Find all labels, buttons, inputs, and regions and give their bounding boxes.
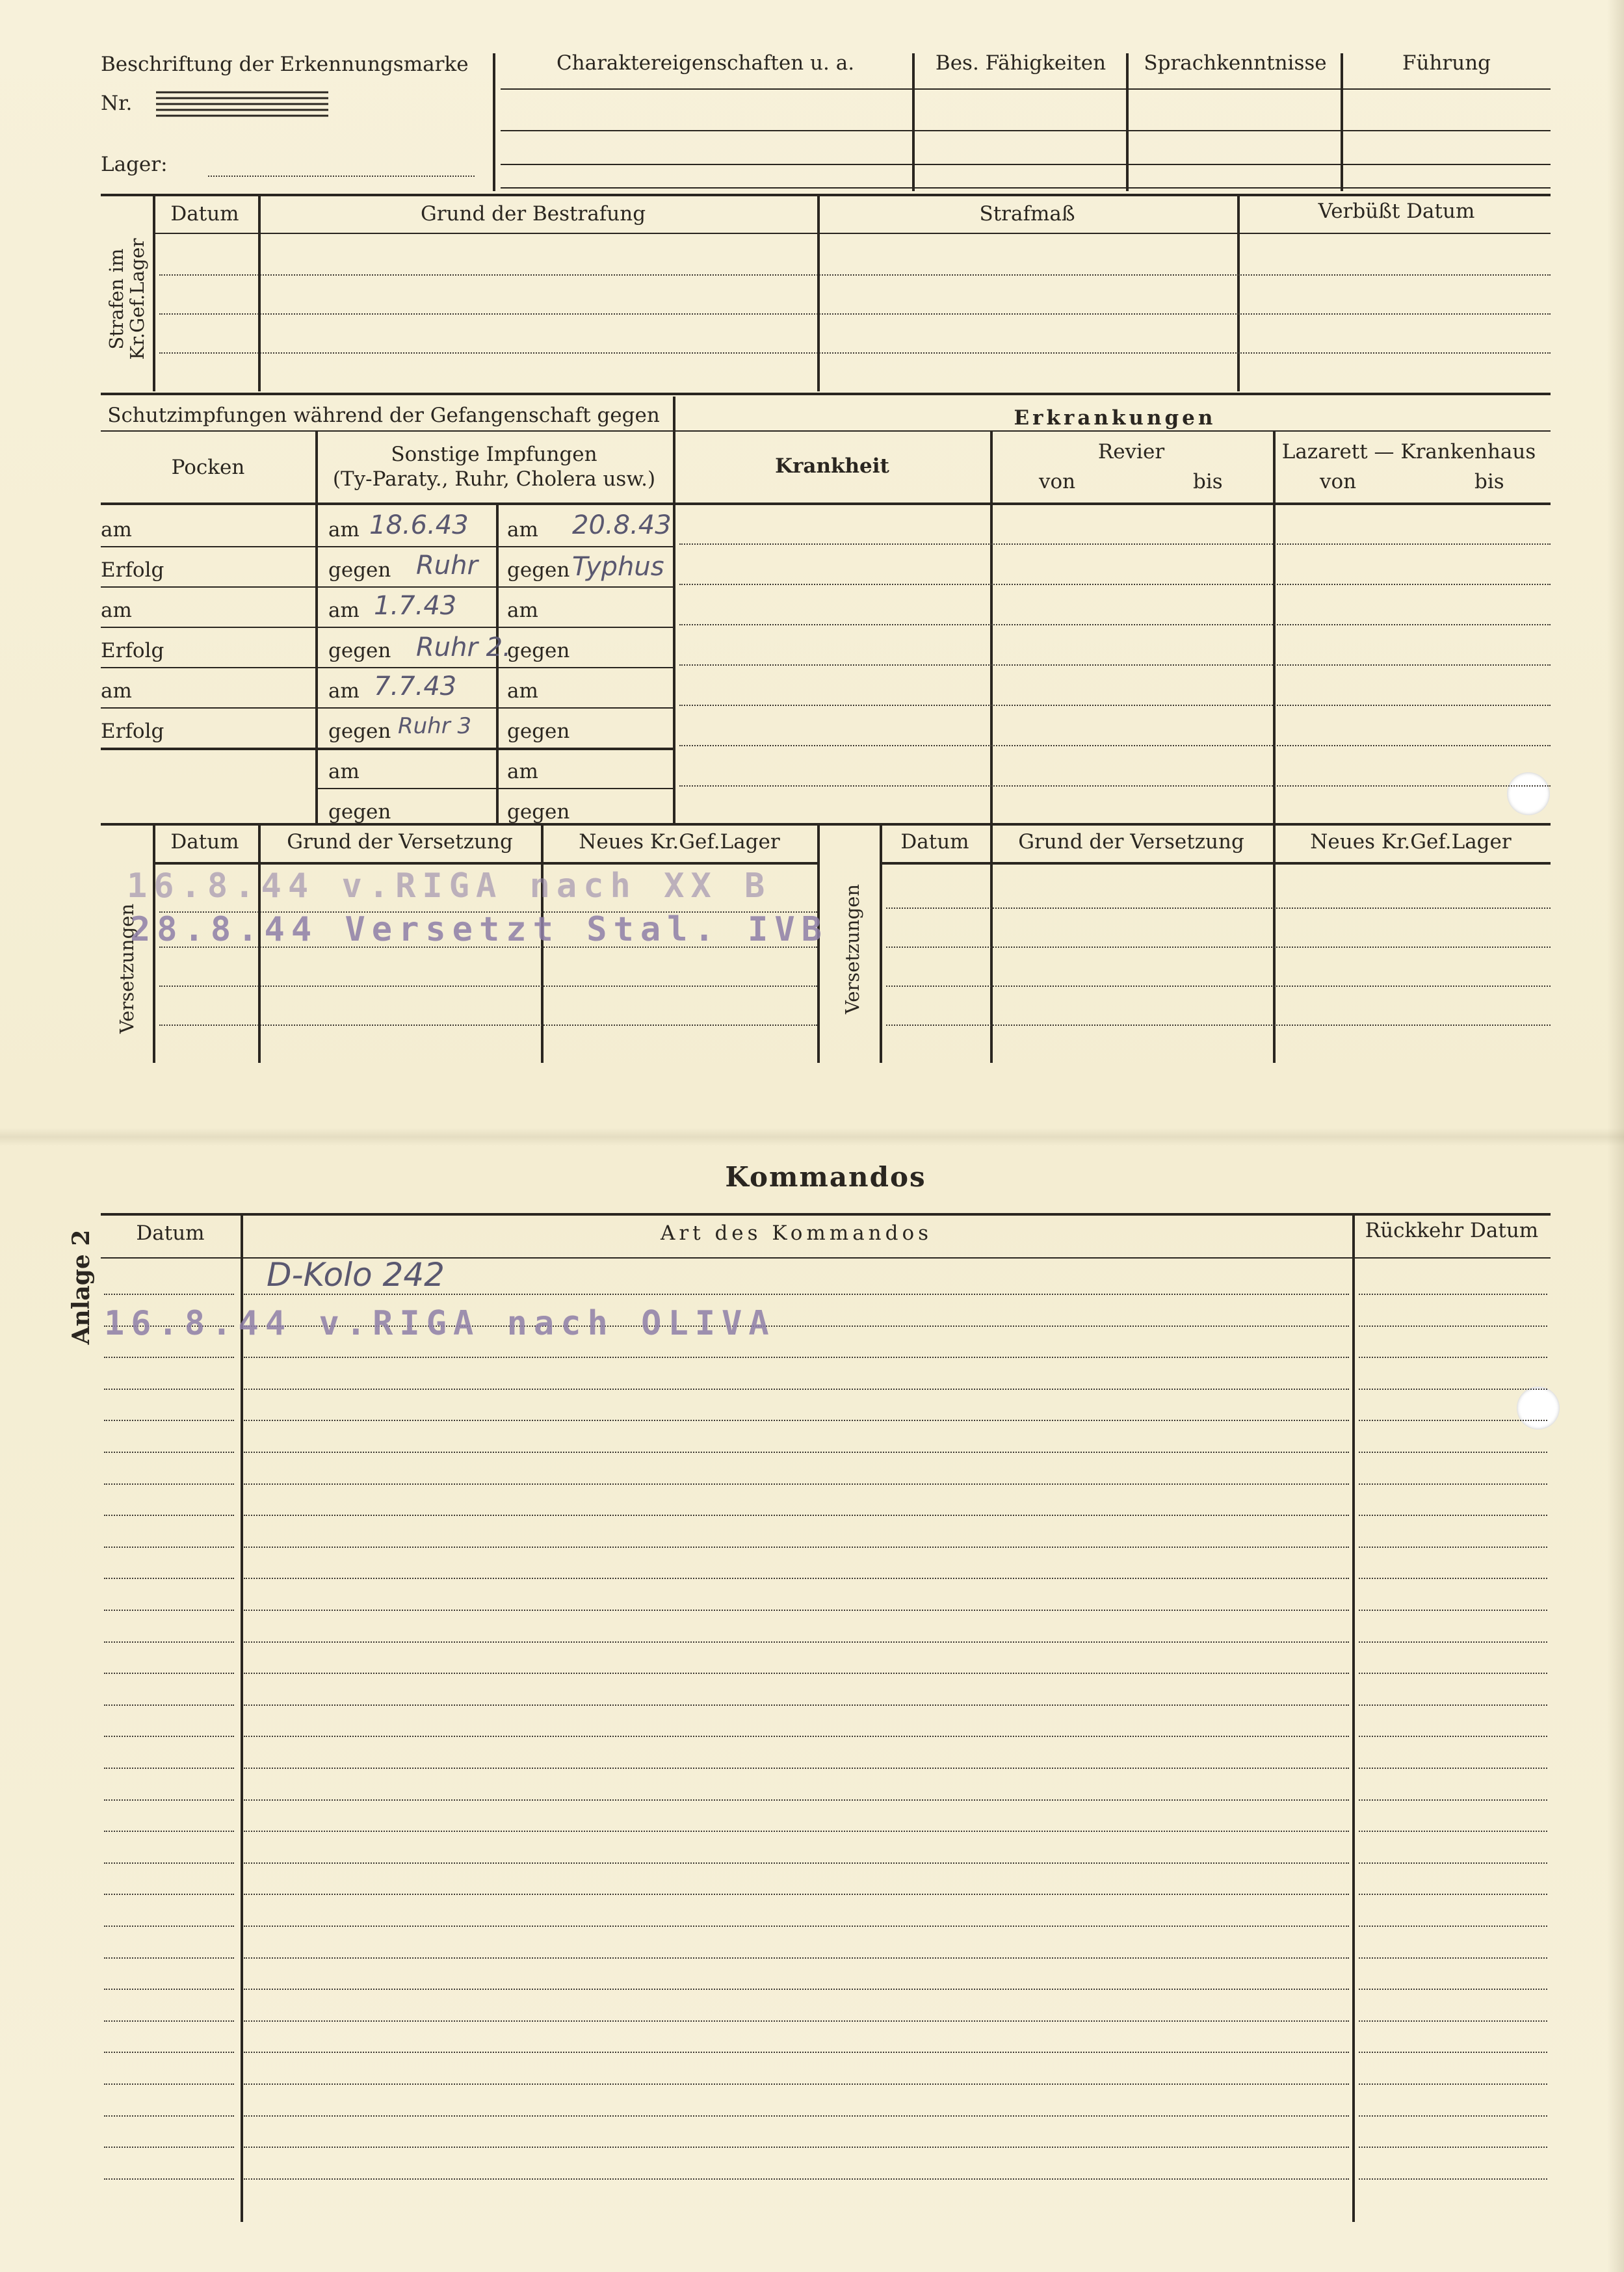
strafen-bottom-rule [101, 393, 1551, 395]
impf-left-am-1: am [101, 518, 132, 542]
top-divider-2 [912, 53, 915, 191]
strafen-col-0 [153, 195, 155, 391]
erk-row-7 [679, 785, 1551, 787]
impf-left-erfolg-1: Erfolg [101, 558, 164, 582]
kommandos-header-datum: Datum [136, 1221, 205, 1245]
hand-impf-r0: 20.8.43 [572, 510, 672, 540]
vers-right-row-3 [886, 986, 1551, 987]
kommandos-row-line [104, 2178, 234, 2180]
top-divider-1 [493, 53, 495, 191]
erk-title: Erkrankungen [1014, 406, 1216, 430]
kommandos-row-line [1359, 1768, 1547, 1769]
top-divider-4 [1341, 53, 1343, 191]
erk-row-4 [679, 664, 1551, 666]
kommandos-row-line [244, 1515, 1349, 1516]
kommandos-row-line [104, 1704, 234, 1706]
erk-row-5 [679, 705, 1551, 706]
impf-header-sonstige2: (Ty-Paraty., Ruhr, Cholera usw.) [332, 467, 656, 491]
kommandos-row-line [104, 1768, 234, 1769]
erk-row-2 [679, 584, 1551, 585]
impf-row-rule-6 [101, 748, 673, 750]
kommandos-row-line [1359, 2115, 1547, 2117]
header-sprachen: Sprachkenntnisse [1144, 51, 1327, 75]
vers-right-row-2 [886, 947, 1551, 948]
impf-col-mid [496, 504, 499, 824]
impf-title-rule [101, 430, 673, 432]
erk-lazarett-von: von [1320, 470, 1357, 493]
kommandos-row-line [244, 1357, 1349, 1358]
kommandos-row-line [244, 1862, 1349, 1864]
kommandos-row-line [104, 1673, 234, 1674]
strafen-row-2 [159, 313, 1551, 315]
impf-row-rule-2 [101, 586, 673, 588]
erk-title-rule [673, 430, 1551, 432]
kommandos-row-line [104, 1957, 234, 1959]
vers-right-header-rule [880, 862, 1551, 865]
vers-left-header-grund: Grund der Versetzung [287, 830, 513, 854]
impf-row-rule-5 [101, 707, 673, 709]
impf-mid-gegen-2: gegen [328, 639, 391, 662]
impf-left-am-3: am [101, 679, 132, 703]
hand-impf-m1: Ruhr [416, 551, 478, 581]
vers-right-header-datum: Datum [900, 830, 969, 854]
kommandos-row-line [104, 1452, 234, 1453]
stamp-kommando-1: 16.8.44 v.RIGA nach OLIVA [104, 1304, 776, 1343]
strafen-side-label [107, 239, 148, 360]
versetzungen-side-right: Versetzungen [841, 883, 864, 1015]
impf-header-rule [101, 503, 673, 505]
kommandos-row-line [1359, 1389, 1547, 1390]
kommandos-row-line [1359, 1862, 1547, 1864]
header-charakter: Charaktereigenschaften u. a. [556, 51, 855, 75]
kommandos-row-line [244, 1452, 1349, 1453]
kommandos-row-line [244, 1831, 1349, 1832]
impf-left-erfolg-2: Erfolg [101, 639, 164, 662]
vers-right-col-1 [990, 826, 993, 1063]
kommandos-row-line [104, 2115, 234, 2117]
kommandos-row-line [1359, 1357, 1547, 1358]
kommandos-top-rule [101, 1213, 1551, 1216]
impf-right-gegen-3: gegen [507, 720, 570, 743]
kommandos-row-line [104, 1862, 234, 1864]
kommandos-row-line [244, 1704, 1349, 1706]
kommandos-row-line [244, 2115, 1349, 2117]
kommandos-row-line [1359, 1704, 1547, 1706]
hand-impf-m3: Ruhr 2. [416, 633, 511, 662]
impf-left-erfolg-3: Erfolg [101, 720, 164, 743]
header-faehigkeiten: Bes. Fähigkeiten [935, 51, 1107, 75]
kommandos-row-line [104, 2020, 234, 2022]
impf-header-pocken: Pocken [171, 456, 245, 479]
erk-col-2 [1273, 430, 1276, 824]
kommandos-row-line [1359, 1515, 1547, 1516]
strafen-header-rule [153, 233, 1551, 234]
impf-mid-gegen-3: gegen [328, 720, 391, 743]
erk-header-krankheit: Krankheit [775, 454, 889, 478]
kommandos-row-line [244, 1610, 1349, 1611]
impf-right-gegen-1: gegen [507, 558, 570, 582]
kommandos-row-line [104, 1989, 234, 1990]
kommandos-row-line [104, 2052, 234, 2053]
kommandos-header-art: Art des Kommandos [660, 1221, 933, 1245]
kommandos-col-1 [241, 1213, 243, 2222]
vers-left-row-4 [159, 1025, 817, 1026]
kommandos-row-line [104, 1610, 234, 1611]
erk-header-lazarett: Lazarett — Krankenhaus [1281, 440, 1536, 464]
kommandos-header-rueckkehr: Rückkehr Datum [1365, 1219, 1539, 1242]
strafen-row-3 [159, 352, 1551, 354]
erk-header-rule [673, 503, 1551, 505]
kommandos-row-line [1359, 1610, 1547, 1611]
top-line-1 [501, 88, 1551, 90]
kommandos-row-line [244, 2020, 1349, 2022]
vers-left-header-datum: Datum [170, 830, 239, 854]
vers-left-header-rule [153, 862, 817, 865]
kommandos-row-line [1359, 2052, 1547, 2053]
kommandos-row-line [104, 1641, 234, 1643]
kommandos-row-line [1359, 1452, 1547, 1453]
impf-mid-gegen-1: gegen [328, 558, 391, 582]
kommandos-anlage-label: Anlage 2 [68, 1229, 96, 1345]
label-lager: Lager: [101, 153, 168, 176]
label-beschriftung: Beschriftung der Erkennungsmarke [101, 53, 469, 76]
kommandos-row-line [244, 1736, 1349, 1737]
erk-header-revier: Revier [1097, 440, 1165, 464]
kommandos-title: Kommandos [725, 1161, 926, 1193]
kommandos-row-line [244, 1420, 1349, 1421]
impf-mid-am-3: am [328, 679, 360, 703]
strafen-top-rule [101, 194, 1551, 196]
strafen-row-1 [159, 274, 1551, 276]
vers-right-header-neues: Neues Kr.Gef.Lager [1310, 830, 1512, 854]
top-divider-3 [1126, 53, 1129, 191]
kommandos-row-line [1359, 1957, 1547, 1959]
impf-mid-am-1: am [328, 518, 360, 542]
stamp-versetzung-1: 16.8.44 v.RIGA nach XX B [127, 867, 772, 906]
hand-kommando-1: D-Kolo 242 [267, 1256, 445, 1294]
kommandos-row-line [1359, 1926, 1547, 1927]
kommandos-row-line [244, 1894, 1349, 1895]
kommandos-row-line [244, 1926, 1349, 1927]
vers-right-row-1 [886, 907, 1551, 909]
strafen-header-datum: Datum [170, 202, 239, 226]
kommandos-row-line [244, 1294, 1349, 1295]
kommandos-row-line [244, 2083, 1349, 2085]
impf-mid-am-4: am [328, 760, 360, 783]
kommandos-row-line [244, 1547, 1349, 1548]
strafen-col-2 [817, 195, 820, 391]
kommandos-row-line [1359, 1894, 1547, 1895]
strafen-header-grund: Grund der Bestrafung [420, 202, 646, 226]
top-line-4 [501, 187, 1551, 189]
erk-col-1 [990, 430, 993, 824]
kommandos-row-line [1359, 2020, 1547, 2022]
kommandos-row-line [244, 1389, 1349, 1390]
kommandos-row-line [104, 1831, 234, 1832]
impf-header-sonstige: Sonstige Impfungen [391, 443, 597, 466]
kommandos-row-line [244, 2052, 1349, 2053]
kommandos-row-line [244, 1673, 1349, 1674]
paper-edge [1607, 0, 1624, 2272]
kommandos-row-line [244, 1799, 1349, 1801]
kommandos-row-line [1359, 2147, 1547, 2148]
kommandos-row-line [104, 1420, 234, 1421]
strafen-side-line2: Kr.Gef.Lager [126, 238, 148, 360]
kommandos-row-line [1359, 1483, 1547, 1485]
kommandos-row-line [244, 1989, 1349, 1990]
paper-fold [0, 1128, 1624, 1146]
kommandos-row-line [244, 2178, 1349, 2180]
vers-left-row-3 [159, 986, 817, 987]
kommandos-row-line [244, 1641, 1349, 1643]
kommandos-row-line [104, 1547, 234, 1548]
kommandos-row-line [244, 1483, 1349, 1485]
kommandos-row-line [104, 1799, 234, 1801]
kommandos-row-line [104, 1515, 234, 1516]
impf-mid-gegen-4: gegen [328, 800, 391, 824]
kommandos-row-line [104, 2083, 234, 2085]
kommandos-col-2 [1352, 1213, 1355, 2222]
nr-hatched-field [156, 90, 332, 121]
kommandos-row-line [104, 1894, 234, 1895]
mid-rule [101, 823, 1551, 826]
impf-row-rule-4 [101, 667, 673, 668]
strafen-header-strafmass: Strafmaß [979, 202, 1075, 226]
kommandos-row-line [104, 1357, 234, 1358]
kommandos-row-line [1359, 1989, 1547, 1990]
kommandos-row-line [104, 1389, 234, 1390]
vers-right-row-4 [886, 1025, 1551, 1026]
erk-row-1 [679, 543, 1551, 545]
strafen-col-1 [258, 195, 261, 391]
vers-right-col-0 [880, 826, 882, 1063]
punch-hole-lower [1517, 1387, 1560, 1430]
erk-lazarett-bis: bis [1474, 470, 1504, 493]
kommandos-row-line [244, 2147, 1349, 2148]
punch-hole-upper [1507, 772, 1550, 815]
vers-right-header-grund: Grund der Versetzung [1018, 830, 1244, 854]
strafen-side-line1: Strafen im [105, 248, 128, 350]
erk-revier-bis: bis [1193, 470, 1223, 493]
kommandos-row-line [244, 1768, 1349, 1769]
kommandos-row-line [1359, 1641, 1547, 1643]
kommandos-row-line [104, 2147, 234, 2148]
impf-right-gegen-2: gegen [507, 639, 570, 662]
impf-mid-am-2: am [328, 599, 360, 622]
erk-row-6 [679, 745, 1551, 746]
lager-field-line [208, 176, 475, 177]
impf-title: Schutzimpfungen während der Gefangenschaft gegen [107, 404, 660, 427]
label-nr: Nr. [101, 92, 133, 115]
impf-right-border [673, 397, 675, 824]
kommandos-row-line [244, 1578, 1349, 1579]
impf-row-rule-1 [101, 546, 673, 547]
hand-impf-m5: Ruhr 3 [398, 713, 472, 739]
erk-row-3 [679, 624, 1551, 625]
kommandos-row-line [104, 1578, 234, 1579]
hand-impf-r1: Typhus [572, 552, 664, 582]
kommandos-row-line [244, 1957, 1349, 1959]
kommandos-row-line [1359, 1736, 1547, 1737]
stamp-versetzung-2: 28.8.44 Versetzt Stal. IVB [130, 910, 828, 949]
kommandos-row-line [1359, 1831, 1547, 1832]
impf-row-rule-7 [315, 788, 673, 789]
versetzungen-side-left: Versetzungen [116, 903, 138, 1034]
kommandos-row-line [104, 1294, 234, 1295]
kommandos-row-line [1359, 1673, 1547, 1674]
top-line-2 [501, 130, 1551, 131]
kommandos-row-line [104, 1483, 234, 1485]
kommandos-row-line [1359, 2083, 1547, 2085]
erk-revier-von: von [1039, 470, 1076, 493]
header-fuehrung: Führung [1402, 51, 1491, 75]
top-line-3 [501, 164, 1551, 165]
impf-right-am-1: am [507, 518, 538, 542]
hand-impf-m0: 18.6.43 [369, 510, 469, 540]
kommandos-row-line [1359, 1799, 1547, 1801]
impf-right-am-2: am [507, 599, 538, 622]
kommandos-row-line [1359, 1420, 1547, 1421]
hand-impf-m4: 7.7.43 [374, 672, 457, 701]
kommandos-row-line [1359, 1325, 1547, 1327]
strafen-header-verbuesst: Verbüßt Datum [1318, 200, 1475, 223]
kommandos-row-line [104, 1736, 234, 1737]
impf-right-am-3: am [507, 679, 538, 703]
kommandos-row-line [1359, 1547, 1547, 1548]
strafen-col-3 [1237, 195, 1240, 391]
vers-left-header-neues: Neues Kr.Gef.Lager [579, 830, 780, 854]
kommandos-row-line [1359, 1578, 1547, 1579]
impf-left-am-2: am [101, 599, 132, 622]
impf-right-gegen-4: gegen [507, 800, 570, 824]
impf-right-am-4: am [507, 760, 538, 783]
vers-right-col-2 [1273, 826, 1276, 1063]
kommandos-row-line [1359, 2178, 1547, 2180]
kommandos-row-line [104, 1926, 234, 1927]
kommandos-row-line [1359, 1294, 1547, 1295]
impf-row-rule-3 [101, 627, 673, 628]
hand-impf-m2: 1.7.43 [374, 591, 457, 621]
